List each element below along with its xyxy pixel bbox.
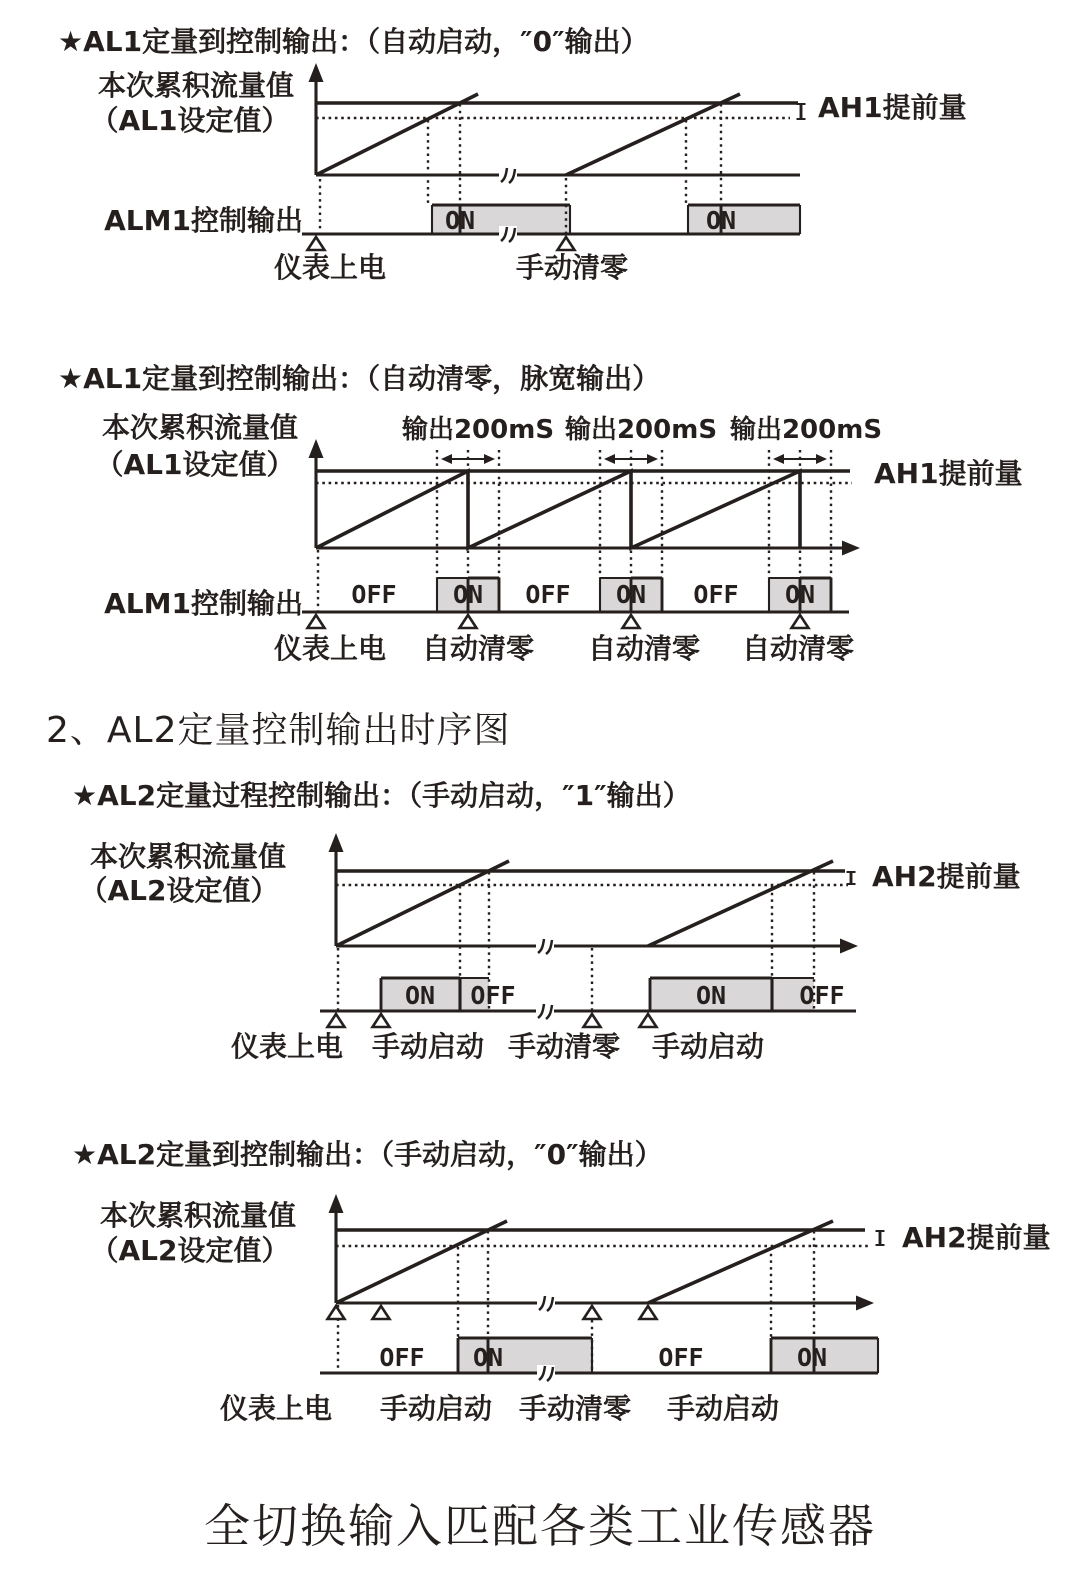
d3-marker-label-power-on: 仪表上电: [230, 1030, 344, 1063]
d4-ylabel-line2: （AL2设定值）: [90, 1234, 290, 1267]
pulse-width-arrow: [441, 454, 495, 464]
d3-x-axis-arrow-icon: [840, 939, 858, 954]
pulse-width-arrow: [604, 454, 658, 464]
d1-marker-manual-clear: [558, 237, 575, 250]
d1-ah-label: AH1提前量: [818, 91, 967, 124]
d2-on-text-1: ON: [452, 580, 484, 609]
d1-ylabel-line1: 本次累积流量值: [97, 69, 295, 102]
d3-ylabel-line1: 本次累积流量值: [89, 840, 287, 873]
d4-marker-manual-start-1: [373, 1306, 390, 1319]
d2-y-axis-arrow-icon: [309, 439, 324, 458]
d1-marker-label-power-on: 仪表上电: [273, 251, 387, 284]
break-mark: [499, 226, 517, 242]
d2-marker-label-auto-clear-3: 自动清零: [741, 632, 855, 665]
d4-on-text-2: ON: [796, 1343, 828, 1372]
d2-ylabel-line1: 本次累积流量值: [101, 411, 299, 444]
d2-pulse-label-2: 输出200mS: [564, 415, 718, 445]
d1-on-text-1: ON: [444, 206, 476, 235]
break-mark: [499, 167, 517, 183]
d3-ylabel-line2: （AL2设定值）: [79, 874, 279, 907]
d3-marker-label-manual-clear: 手动清零: [507, 1030, 621, 1063]
d1-output-label: ALM1控制输出: [104, 204, 303, 237]
d2-pulse-label-1: 输出200mS: [401, 415, 555, 445]
d3-ramp-1: [336, 861, 509, 946]
d2-marker-label-auto-clear-2: 自动清零: [587, 632, 701, 665]
d1-on-text-2: ON: [705, 206, 737, 235]
d2-marker-label-auto-clear-1: 自动清零: [421, 632, 535, 665]
d4-y-axis-arrow-icon: [329, 1194, 344, 1213]
d2-ah-label: AH1提前量: [874, 457, 1023, 490]
d4-marker-manual-start-2: [640, 1306, 657, 1319]
d2-title: ★AL1定量到控制输出：（自动清零，脉宽输出）: [58, 362, 661, 395]
d3-marker-manual-start-2: [640, 1014, 657, 1027]
d2-ylabel-line2: （AL1设定值）: [95, 448, 295, 481]
d3-marker-label-manual-start-1: 手动启动: [371, 1030, 485, 1063]
d1-marker-power-on: [308, 237, 325, 250]
d1-ramp-1: [316, 94, 478, 175]
footer-banner: 全切换输入匹配各类工业传感器: [204, 1499, 876, 1553]
break-mark: [536, 1003, 554, 1019]
d4-marker-label-manual-start-1: 手动启动: [379, 1392, 493, 1425]
d4-ramp-2: [648, 1221, 833, 1303]
d2-output-label: ALM1控制输出: [104, 587, 303, 620]
d2-on-text-2: ON: [615, 580, 647, 609]
d4-marker-label-manual-start-2: 手动启动: [666, 1392, 780, 1425]
break-mark: [536, 938, 554, 954]
d4-ramp-1: [336, 1221, 507, 1303]
d2-off-text-1: OFF: [351, 580, 397, 609]
d1-marker-label-manual-clear: 手动清零: [515, 251, 629, 284]
d2-off-text-3: OFF: [693, 580, 739, 609]
d3-marker-manual-clear: [584, 1014, 601, 1027]
d2-x-axis-arrow-icon: [842, 541, 860, 556]
d3-marker-manual-start-1: [373, 1014, 390, 1027]
d2-marker-auto-clear-3: [792, 615, 809, 628]
d3-plot: [320, 833, 858, 1027]
d4-off-text-1: OFF: [379, 1343, 425, 1372]
d3-off-text-2: OFF: [799, 981, 845, 1010]
d1-on-block-2: [688, 205, 800, 234]
d2-off-text-2: OFF: [525, 580, 571, 609]
section2-heading: 2、AL2定量控制输出时序图: [46, 710, 511, 751]
d4-ylabel-line1: 本次累积流量值: [99, 1199, 297, 1232]
d1-ramp-2: [566, 94, 740, 175]
d3-on-text-1: ON: [404, 981, 436, 1010]
d4-marker-label-manual-clear: 手动清零: [518, 1392, 632, 1425]
d4-marker-manual-clear: [584, 1306, 601, 1319]
d4-ah-label: AH2提前量: [902, 1221, 1051, 1254]
d4-off-text-2: OFF: [658, 1343, 704, 1372]
d1-ylabel-line2: （AL1设定值）: [90, 104, 290, 137]
d3-ramp-2: [648, 861, 833, 946]
d4-marker-power-on: [328, 1306, 345, 1319]
d2-pulse-label-3: 输出200mS: [729, 415, 883, 445]
d4-x-axis-arrow-icon: [856, 1296, 874, 1311]
d3-on-text-2: ON: [695, 981, 727, 1010]
d2-marker-power-on: [308, 615, 325, 628]
d3-y-axis-arrow-icon: [329, 833, 344, 852]
d3-marker-label-manual-start-2: 手动启动: [651, 1030, 765, 1063]
d2-on-text-3: ON: [784, 580, 816, 609]
d4-marker-label-power-on: 仪表上电: [219, 1392, 333, 1425]
d3-on-block-2: [650, 978, 814, 1011]
d2-marker-label-power-on: 仪表上电: [273, 632, 387, 665]
break-mark: [537, 1295, 555, 1311]
break-mark: [537, 1365, 555, 1381]
pulse-width-arrow: [773, 454, 827, 464]
d3-title: ★AL2定量过程控制输出：（手动启动，″1″输出）: [72, 779, 691, 812]
d3-off-text-1: OFF: [470, 981, 516, 1010]
d2-marker-auto-clear-1: [460, 615, 477, 628]
d4-title: ★AL2定量到控制输出：（手动启动，″0″输出）: [72, 1138, 663, 1171]
d3-ah-label: AH2提前量: [872, 860, 1021, 893]
d3-marker-power-on: [328, 1014, 345, 1027]
d1-title: ★AL1定量到控制输出：（自动启动，″0″输出）: [58, 25, 649, 58]
d2-marker-auto-clear-2: [623, 615, 640, 628]
d4-on-text-1: ON: [472, 1343, 504, 1372]
d1-y-axis-arrow-icon: [309, 63, 324, 82]
